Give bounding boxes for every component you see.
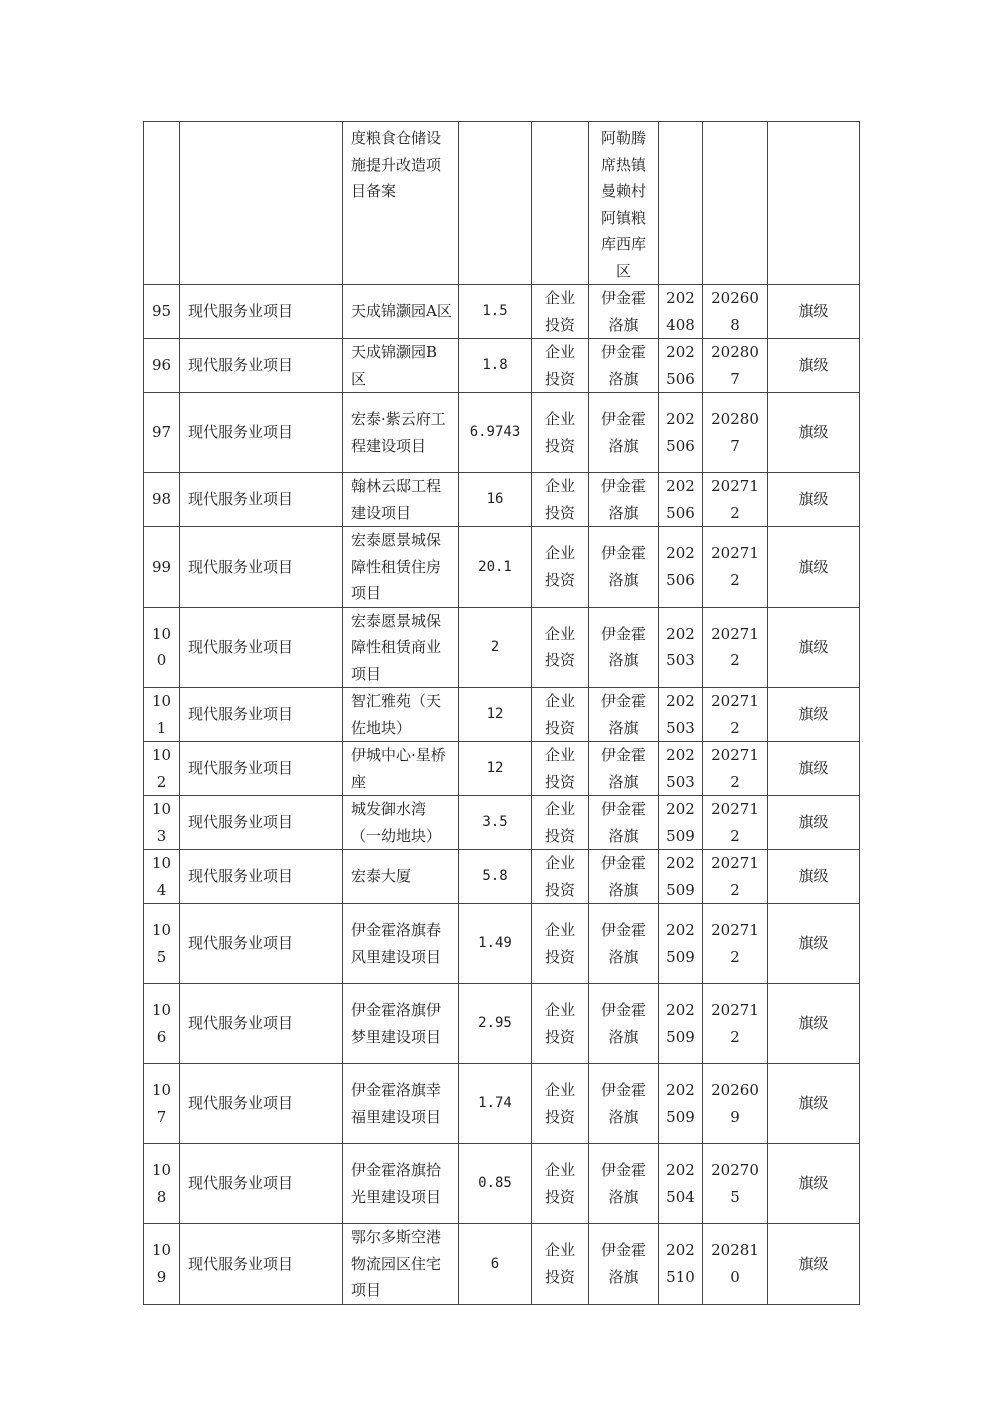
cell-type: 企业投资 [532, 1064, 589, 1144]
cell-no: 101 [144, 688, 180, 742]
table-row [144, 285, 860, 339]
cell-amount: 1.74 [459, 1064, 532, 1144]
cell-level: 旗级 [768, 688, 860, 742]
cell-start: 202509 [659, 1064, 703, 1144]
cell-location: 伊金霍洛旗 [589, 850, 659, 904]
cell-level [768, 122, 860, 285]
cell-category: 现代服务业项目 [180, 339, 343, 393]
cell-no: 106 [144, 984, 180, 1064]
cell-end: 202712 [703, 607, 768, 688]
cell-no: 98 [144, 473, 180, 527]
cell-project: 宏泰·紫云府工程建设项目 [343, 393, 459, 473]
cell-project: 伊金霍洛旗春风里建设项目 [343, 904, 459, 984]
table-row [144, 473, 860, 527]
cell-category: 现代服务业项目 [180, 473, 343, 527]
table-row [144, 742, 860, 796]
cell-project: 宏泰愿景城保障性租赁商业项目 [343, 607, 459, 688]
cell-project: 宏泰愿景城保障性租赁住房项目 [343, 527, 459, 608]
cell-amount: 0.85 [459, 1144, 532, 1224]
cell-type [532, 122, 589, 285]
cell-type: 企业投资 [532, 607, 589, 688]
cell-end: 202712 [703, 527, 768, 608]
cell-category: 现代服务业项目 [180, 984, 343, 1064]
cell-category: 现代服务业项目 [180, 1224, 343, 1305]
cell-location: 伊金霍洛旗 [589, 1064, 659, 1144]
cell-no: 103 [144, 796, 180, 850]
table-row [144, 984, 860, 1064]
cell-amount: 6.9743 [459, 393, 532, 473]
cell-amount: 1.49 [459, 904, 532, 984]
cell-amount: 2 [459, 607, 532, 688]
cell-project: 天成锦灏园B区 [343, 339, 459, 393]
cell-end: 202712 [703, 850, 768, 904]
cell-end: 202807 [703, 393, 768, 473]
cell-end: 202807 [703, 339, 768, 393]
cell-location: 伊金霍洛旗 [589, 339, 659, 393]
cell-type: 企业投资 [532, 285, 589, 339]
cell-project: 伊金霍洛旗伊梦里建设项目 [343, 984, 459, 1064]
cell-project: 宏泰大厦 [343, 850, 459, 904]
cell-end: 202712 [703, 984, 768, 1064]
cell-start: 202509 [659, 850, 703, 904]
cell-end: 202609 [703, 1064, 768, 1144]
table-row [144, 904, 860, 984]
project-table [143, 121, 860, 1305]
cell-end: 202608 [703, 285, 768, 339]
cell-location: 伊金霍洛旗 [589, 607, 659, 688]
cell-start [659, 122, 703, 285]
cell-type: 企业投资 [532, 473, 589, 527]
cell-type: 企业投资 [532, 1144, 589, 1224]
cell-no: 96 [144, 339, 180, 393]
cell-amount [459, 122, 532, 285]
cell-level: 旗级 [768, 742, 860, 796]
cell-category: 现代服务业项目 [180, 742, 343, 796]
table-row [144, 796, 860, 850]
cell-level: 旗级 [768, 527, 860, 608]
cell-amount: 6 [459, 1224, 532, 1305]
cell-category: 现代服务业项目 [180, 1144, 343, 1224]
cell-amount: 2.95 [459, 984, 532, 1064]
cell-location: 伊金霍洛旗 [589, 796, 659, 850]
cell-start: 202509 [659, 796, 703, 850]
cell-project: 天成锦灏园A区 [343, 285, 459, 339]
cell-level: 旗级 [768, 984, 860, 1064]
cell-location: 伊金霍洛旗 [589, 904, 659, 984]
table-row [144, 393, 860, 473]
cell-level: 旗级 [768, 796, 860, 850]
cell-start: 202509 [659, 904, 703, 984]
cell-type: 企业投资 [532, 984, 589, 1064]
table-row [144, 527, 860, 608]
cell-start: 202408 [659, 285, 703, 339]
cell-end: 202712 [703, 904, 768, 984]
cell-start: 202506 [659, 339, 703, 393]
cell-type: 企业投资 [532, 688, 589, 742]
cell-type: 企业投资 [532, 904, 589, 984]
cell-location: 阿勒腾席热镇曼赖村阿镇粮库西库区 [589, 122, 659, 285]
cell-category [180, 122, 343, 285]
cell-project: 伊金霍洛旗幸福里建设项目 [343, 1064, 459, 1144]
cell-amount: 12 [459, 688, 532, 742]
cell-start: 202510 [659, 1224, 703, 1305]
table-row [144, 850, 860, 904]
cell-start: 202504 [659, 1144, 703, 1224]
table-row [144, 1144, 860, 1224]
cell-amount: 16 [459, 473, 532, 527]
table-row [144, 1064, 860, 1144]
cell-start: 202509 [659, 984, 703, 1064]
cell-category: 现代服务业项目 [180, 607, 343, 688]
cell-no: 104 [144, 850, 180, 904]
cell-type: 企业投资 [532, 393, 589, 473]
cell-location: 伊金霍洛旗 [589, 527, 659, 608]
cell-end: 202712 [703, 688, 768, 742]
cell-type: 企业投资 [532, 1224, 589, 1305]
cell-start: 202503 [659, 742, 703, 796]
cell-category: 现代服务业项目 [180, 285, 343, 339]
cell-end: 202712 [703, 473, 768, 527]
cell-end: 202712 [703, 742, 768, 796]
table-row [144, 688, 860, 742]
table-row-continuation [144, 122, 860, 285]
cell-category: 现代服务业项目 [180, 850, 343, 904]
cell-location: 伊金霍洛旗 [589, 742, 659, 796]
table-row [144, 339, 860, 393]
cell-no [144, 122, 180, 285]
cell-location: 伊金霍洛旗 [589, 688, 659, 742]
cell-no: 102 [144, 742, 180, 796]
cell-no: 108 [144, 1144, 180, 1224]
cell-level: 旗级 [768, 473, 860, 527]
cell-level: 旗级 [768, 393, 860, 473]
cell-level: 旗级 [768, 1144, 860, 1224]
cell-level: 旗级 [768, 1064, 860, 1144]
cell-amount: 20.1 [459, 527, 532, 608]
cell-no: 97 [144, 393, 180, 473]
cell-level: 旗级 [768, 339, 860, 393]
cell-location: 伊金霍洛旗 [589, 1224, 659, 1305]
cell-level: 旗级 [768, 850, 860, 904]
cell-no: 100 [144, 607, 180, 688]
cell-category: 现代服务业项目 [180, 1064, 343, 1144]
cell-level: 旗级 [768, 1224, 860, 1305]
cell-amount: 12 [459, 742, 532, 796]
cell-amount: 5.8 [459, 850, 532, 904]
cell-type: 企业投资 [532, 796, 589, 850]
cell-no: 107 [144, 1064, 180, 1144]
cell-project: 翰林云邸工程建设项目 [343, 473, 459, 527]
cell-amount: 1.8 [459, 339, 532, 393]
cell-no: 105 [144, 904, 180, 984]
cell-location: 伊金霍洛旗 [589, 984, 659, 1064]
table-row [144, 607, 860, 688]
cell-category: 现代服务业项目 [180, 527, 343, 608]
cell-project: 鄂尔多斯空港物流园区住宅项目 [343, 1224, 459, 1305]
cell-category: 现代服务业项目 [180, 688, 343, 742]
cell-category: 现代服务业项目 [180, 796, 343, 850]
cell-category: 现代服务业项目 [180, 393, 343, 473]
cell-end: 202705 [703, 1144, 768, 1224]
cell-project: 城发御水湾（一幼地块） [343, 796, 459, 850]
cell-start: 202503 [659, 688, 703, 742]
cell-level: 旗级 [768, 607, 860, 688]
cell-start: 202506 [659, 527, 703, 608]
cell-start: 202506 [659, 473, 703, 527]
cell-no: 95 [144, 285, 180, 339]
cell-level: 旗级 [768, 285, 860, 339]
cell-type: 企业投资 [532, 850, 589, 904]
cell-type: 企业投资 [532, 742, 589, 796]
cell-start: 202506 [659, 393, 703, 473]
cell-type: 企业投资 [532, 527, 589, 608]
cell-end [703, 122, 768, 285]
cell-end: 202810 [703, 1224, 768, 1305]
cell-no: 109 [144, 1224, 180, 1305]
cell-amount: 1.5 [459, 285, 532, 339]
cell-end: 202712 [703, 796, 768, 850]
cell-amount: 3.5 [459, 796, 532, 850]
cell-level: 旗级 [768, 904, 860, 984]
cell-location: 伊金霍洛旗 [589, 473, 659, 527]
table-row [144, 1224, 860, 1305]
cell-category: 现代服务业项目 [180, 904, 343, 984]
cell-project: 伊金霍洛旗拾光里建设项目 [343, 1144, 459, 1224]
cell-project: 伊城中心·星桥座 [343, 742, 459, 796]
cell-location: 伊金霍洛旗 [589, 285, 659, 339]
cell-type: 企业投资 [532, 339, 589, 393]
cell-no: 99 [144, 527, 180, 608]
cell-location: 伊金霍洛旗 [589, 393, 659, 473]
cell-start: 202503 [659, 607, 703, 688]
cell-project: 智汇雅苑（天佐地块） [343, 688, 459, 742]
cell-project: 度粮食仓储设施提升改造项目备案 [343, 122, 459, 285]
cell-location: 伊金霍洛旗 [589, 1144, 659, 1224]
